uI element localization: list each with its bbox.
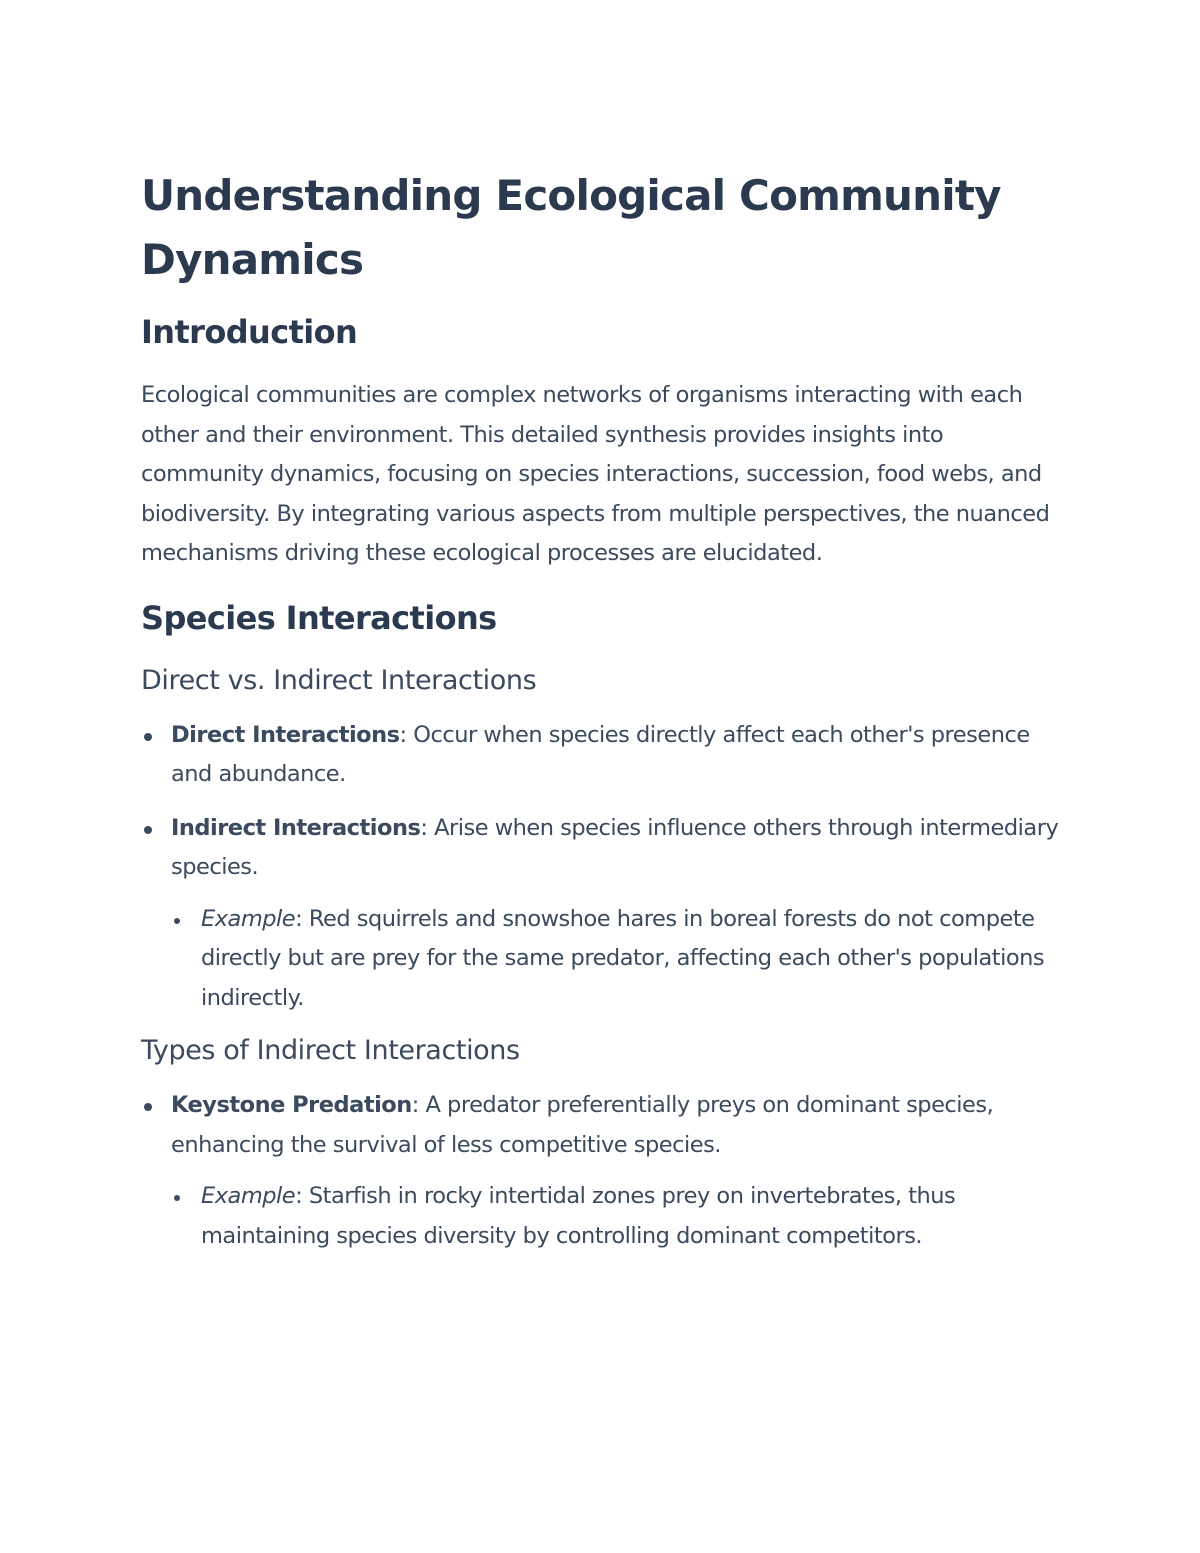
term-label: Keystone Predation: [171, 1092, 412, 1118]
document-page: [141, 164, 1061, 1270]
species-interactions-heading: Species Interactions: [141, 598, 497, 637]
list-item-keystone-predation: [141, 1086, 1061, 1256]
direct-vs-indirect-heading: Direct vs. Indirect Interactions: [141, 664, 537, 696]
direct-vs-indirect-list: [141, 716, 1061, 1019]
term-description: : Arise when species influence others through intermediary species.: [171, 814, 1059, 880]
types-of-indirect-heading: Types of Indirect Interactions: [141, 1035, 520, 1066]
types-of-indirect-list: [141, 1086, 1061, 1256]
example-description: : Starfish in rocky intertidal zones prey on invertebrates, thus maintaining species diversity by controlling dominant competitors.: [201, 1183, 956, 1249]
introduction-paragraph: Ecological communities are complex networks of organisms interacting with each other and their environment. This detailed synthesis provides insights into community dynamics, focusing on species interactions, succession, food webs, and biodiversity. By integrating various aspects from multiple perspectives, the nuanced mechanisms driving these ecological processes are elucidated.: [141, 382, 1050, 566]
term-description: : Occur when species directly affect each other's presence and abundance.: [171, 721, 1030, 787]
example-description: : Red squirrels and snowshoe hares in boreal forests do not compete directly but are prey for the same predator, affecting each other's populations indirectly.: [201, 905, 1045, 1011]
list-item-indirect-interactions: [141, 809, 1061, 1019]
example-list: [171, 1177, 1061, 1256]
term-label: Indirect Interactions: [171, 814, 421, 841]
term-description: : A predator preferentially preys on dominant species, enhancing the survival of less competitive species.: [171, 1092, 994, 1158]
list-item-example: [171, 1177, 1061, 1256]
example-label: Example: [201, 1183, 296, 1209]
introduction-heading: Introduction: [141, 313, 358, 351]
document-title: Understanding Ecological Community Dynamics: [141, 171, 1001, 284]
example-label: Example: [201, 905, 296, 932]
list-item-direct-interactions: [141, 716, 1061, 795]
term-label: Direct Interactions: [171, 721, 400, 748]
example-list: [171, 900, 1061, 1019]
list-item-example: [171, 900, 1061, 1019]
